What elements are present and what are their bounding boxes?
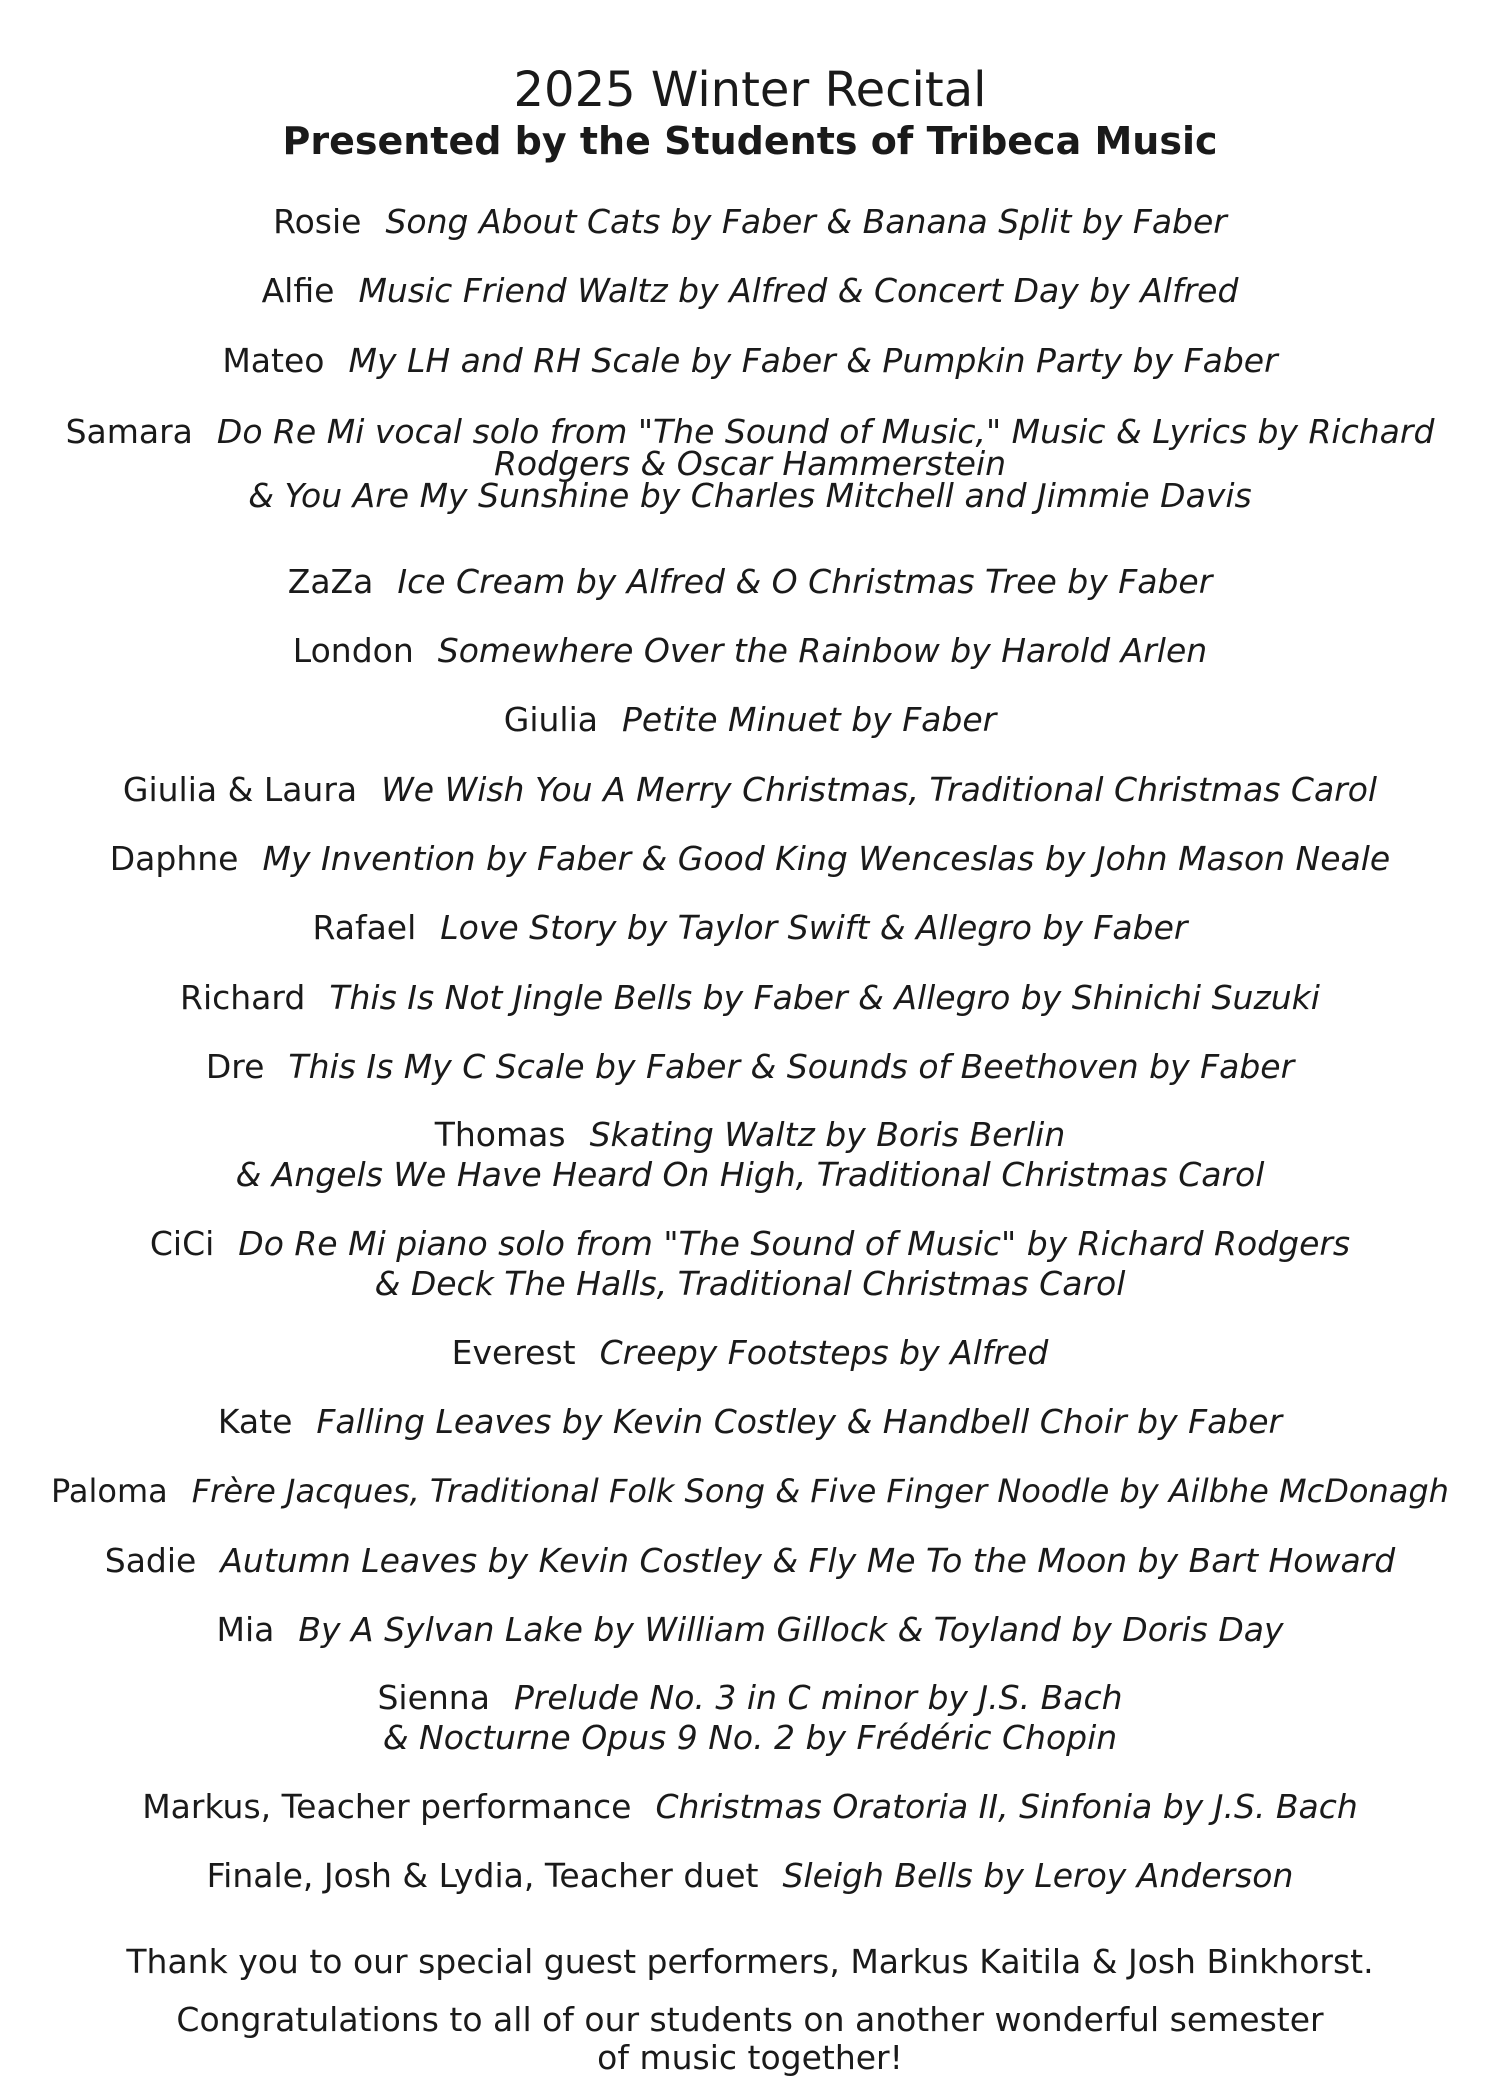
program-entry	[40, 1678, 1460, 1758]
piece-title: Autumn Leaves by Kevin Costley & Fly Me To the Moon by Bart Howard	[220, 1541, 1396, 1580]
program-entry-line	[40, 1678, 1460, 1718]
piece-title: Somewhere Over the Rainbow by Harold Arlen	[437, 631, 1208, 670]
piece-title: We Wish You A Merry Christmas, Traditional Christmas Carol	[381, 770, 1378, 809]
program-entry-line	[40, 562, 1460, 602]
piece-title: Creepy Footsteps by Alfred	[599, 1333, 1049, 1372]
piece-title: This Is My C Scale by Faber & Sounds of Beethoven by Faber	[288, 1047, 1295, 1086]
piece-title: & Angels We Have Heard On High, Traditional Christmas Carol	[235, 1155, 1265, 1194]
piece-title: Ice Cream by Alfred & O Christmas Tree by Faber	[397, 562, 1213, 601]
program-entry-line	[40, 1333, 1460, 1373]
program-entry-line	[40, 1541, 1460, 1581]
piece-title: Prelude No. 3 in C minor by J.S. Bach	[513, 1678, 1123, 1717]
program-entry-line	[40, 1047, 1460, 1087]
program-entry	[40, 631, 1460, 671]
program-entry	[40, 1541, 1460, 1581]
program-entry	[40, 1047, 1460, 1087]
performer-name: Markus, Teacher performance	[142, 1787, 632, 1826]
program-entry	[40, 700, 1460, 740]
piece-title: Sleigh Bells by Leroy Anderson	[782, 1856, 1294, 1895]
performer-name: Sienna	[377, 1678, 490, 1717]
program-entry-line	[40, 1224, 1460, 1264]
performer-name: Rafael	[312, 908, 417, 947]
piece-title: Christmas Oratoria II, Sinfonia by J.S. Bach	[655, 1787, 1358, 1826]
program-entry-line	[40, 1610, 1460, 1650]
performer-name: Mateo	[222, 341, 325, 380]
program-entry-line	[40, 1264, 1460, 1304]
program-entry-line	[40, 978, 1460, 1018]
piece-title: Petite Minuet by Faber	[621, 700, 997, 739]
performer-name: Alfie	[261, 271, 335, 310]
program-entry-line	[40, 202, 1460, 242]
program-entry	[40, 770, 1460, 810]
performer-name: Richard	[180, 978, 306, 1017]
program-entry-line	[40, 476, 1460, 515]
program-entry	[40, 341, 1460, 381]
piece-title: Falling Leaves by Kevin Costley & Handbell Choir by Faber	[316, 1402, 1283, 1441]
performer-name: London	[292, 631, 414, 670]
performer-name: Daphne	[109, 839, 239, 878]
page-title: 2025 Winter Recital	[513, 62, 987, 118]
performer-name: Finale, Josh & Lydia, Teacher duet	[206, 1856, 759, 1895]
performer-name: Everest	[451, 1333, 576, 1372]
thank-you-note: Thank you to our special guest performers, Markus Kaitila & Josh Binkhorst.	[126, 1942, 1374, 1981]
performer-name: Kate	[217, 1402, 293, 1441]
program-entry-line	[40, 1471, 1460, 1511]
program-entry	[40, 839, 1460, 879]
performer-name: Thomas	[434, 1115, 566, 1154]
piece-title: Music Friend Waltz by Alfred & Concert Day by Alfred	[358, 271, 1239, 310]
program-entry-line	[40, 341, 1460, 381]
piece-title: Love Story by Taylor Swift & Allegro by Faber	[440, 908, 1188, 947]
piece-title: Song About Cats by Faber & Banana Split by Faber	[385, 202, 1227, 241]
program-entry-line	[40, 271, 1460, 311]
performer-name: Dre	[205, 1047, 265, 1086]
program-entry	[40, 202, 1460, 242]
page-subtitle: Presented by the Students of Tribeca Music	[282, 119, 1218, 163]
program-entry	[40, 1787, 1460, 1827]
program-entry-line	[40, 1856, 1460, 1896]
program-entry	[40, 908, 1460, 948]
performer-name: CiCi	[149, 1224, 215, 1263]
congratulations-line-2: of music together!	[597, 2038, 903, 2077]
performer-name: Sadie	[104, 1541, 197, 1580]
program-entry	[40, 1224, 1460, 1304]
piece-title: Do Re Mi piano solo from "The Sound of Music" by Richard Rodgers	[238, 1224, 1351, 1263]
piece-title: & Deck The Halls, Traditional Christmas Carol	[374, 1264, 1126, 1303]
program-entry	[40, 978, 1460, 1018]
piece-title: My LH and RH Scale by Faber & Pumpkin Party by Faber	[348, 341, 1278, 380]
program-entry	[40, 1333, 1460, 1373]
program-entry-line	[40, 908, 1460, 948]
performer-name: Rosie	[273, 202, 362, 241]
piece-title: Do Re Mi vocal solo from "The Sound of Music," Music & Lyrics by Richard	[216, 412, 1435, 451]
piece-title: Skating Waltz by Boris Berlin	[589, 1115, 1066, 1154]
piece-title: Rodgers & Oscar Hammerstein	[493, 444, 1007, 483]
congratulations-line-1: Congratulations to all of our students on another wonderful semester	[176, 2000, 1324, 2039]
piece-title: & You Are My Sunshine by Charles Mitchell and Jimmie Davis	[248, 476, 1252, 515]
program-entry	[40, 412, 1460, 515]
program-entry-line	[40, 631, 1460, 671]
program-entry	[40, 1610, 1460, 1650]
program-entry	[40, 1402, 1460, 1442]
performer-name: Paloma	[51, 1472, 168, 1510]
piece-title: This Is Not Jingle Bells by Faber & Allegro by Shinichi Suzuki	[329, 978, 1320, 1017]
piece-title: & Nocturne Opus 9 No. 2 by Frédéric Chopin	[382, 1718, 1118, 1757]
program-entry	[40, 1856, 1460, 1896]
performer-name: Samara	[65, 412, 193, 451]
program-entry-line	[40, 1787, 1460, 1827]
program-entry	[40, 1115, 1460, 1195]
program-entry	[40, 562, 1460, 602]
program-entry-line	[40, 839, 1460, 879]
performer-name: Giulia & Laura	[122, 770, 358, 809]
piece-title: My Invention by Faber & Good King Wenceslas by John Mason Neale	[262, 839, 1391, 878]
program-entry-line	[40, 1115, 1460, 1155]
program-entry-line	[40, 1155, 1460, 1195]
program-entry-line	[40, 770, 1460, 810]
piece-title: Frère Jacques, Traditional Folk Song & Five Finger Noodle by Ailbhe McDonagh	[191, 1472, 1449, 1510]
program-entry-line	[40, 1718, 1460, 1758]
program-entry-line	[40, 700, 1460, 740]
piece-title: By A Sylvan Lake by William Gillock & Toyland by Doris Day	[298, 1610, 1284, 1649]
performer-name: Giulia	[503, 700, 598, 739]
program-entry-line	[40, 1402, 1460, 1442]
performer-name: Mia	[216, 1610, 275, 1649]
program-entry	[40, 1471, 1460, 1511]
program-entry	[40, 271, 1460, 311]
performer-name: ZaZa	[287, 562, 374, 601]
